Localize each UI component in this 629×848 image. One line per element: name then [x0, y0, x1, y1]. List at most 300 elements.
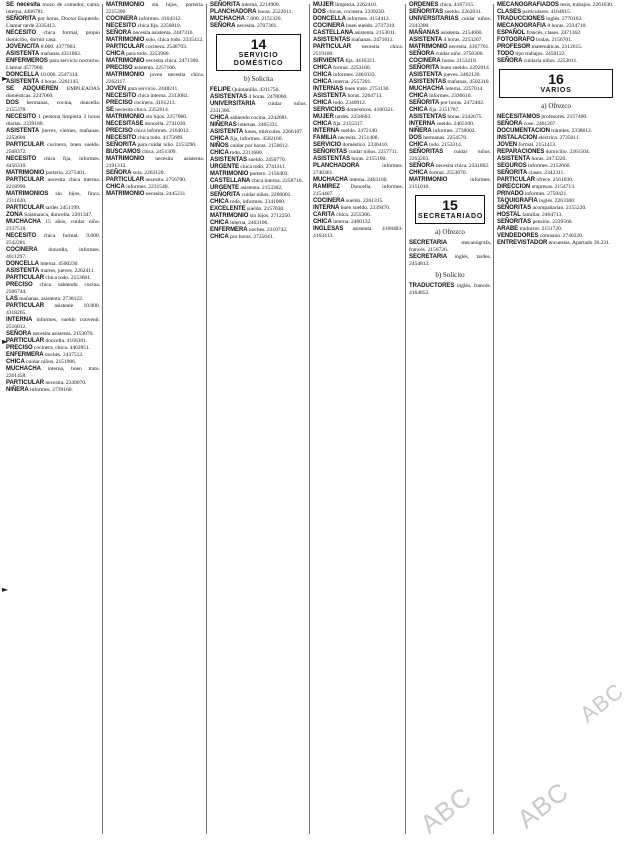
ad-body: domésticos. 4160321. — [345, 107, 395, 113]
ad-body: doncella. 4166301. — [44, 338, 88, 344]
ad-body: portería. 2275401. — [44, 170, 87, 176]
classified-ad — [210, 115, 307, 122]
ad-body: joven necesita chica. 2262117. — [106, 72, 204, 85]
ad-body: cocinera, chica. 4462851. — [32, 345, 91, 351]
classified-ad — [497, 16, 615, 23]
ad-heading: SEÑORITAS — [409, 149, 444, 155]
ad-heading: PARTICULAR — [497, 177, 536, 183]
classified-ad — [409, 254, 491, 268]
ad-heading: LAS — [6, 296, 18, 302]
classified-ad — [497, 2, 615, 9]
ad-heading: FOTOGRAFO — [497, 37, 535, 43]
classified-ad — [497, 191, 615, 198]
ad-heading: URGENTE — [210, 164, 239, 170]
ad-body: fija. 4416321. — [344, 58, 376, 64]
classified-ad — [210, 150, 307, 157]
ad-list — [409, 283, 491, 297]
ad-heading: PRIVADO — [497, 191, 524, 197]
ad-list — [210, 87, 307, 241]
ad-heading: SECRETARIA — [409, 254, 448, 260]
ad-body: sueldo. 2157030. — [245, 206, 285, 212]
classified-ad — [6, 317, 100, 331]
classified-ad — [409, 93, 491, 100]
ad-heading: MATRIMONIO — [409, 44, 448, 50]
classified-ad — [409, 79, 491, 86]
classified-ad — [409, 283, 491, 297]
ad-body: interna. 2460132. — [331, 219, 372, 225]
ad-body: asistenta. 2153011. — [353, 30, 397, 36]
classified-ad — [497, 156, 615, 163]
ad-heading: PRECISO — [106, 128, 133, 134]
ad-heading: DOS — [409, 135, 422, 141]
ad-heading: SEÑORITA — [6, 16, 37, 22]
classified-ad — [210, 9, 307, 16]
ad-body: cuidar niños. 2331300. — [210, 101, 307, 114]
ad-body: 15 años, cuidar niño. 2337518. — [6, 219, 100, 232]
section-number: 15 — [442, 197, 458, 213]
watermark-logo: ABC — [575, 677, 629, 728]
ad-body: 4 horas. 2261145. — [39, 79, 80, 85]
column-rule — [493, 4, 494, 834]
ad-heading: PARTICULAR — [6, 380, 45, 386]
classified-ad — [210, 94, 307, 101]
ad-body: sueldo. 2465100. — [435, 121, 475, 127]
classified-ad — [409, 107, 491, 114]
ad-heading: PRECISO — [106, 100, 133, 106]
classified-ad — [210, 16, 307, 23]
ad-body: trámites. 2338612. — [549, 128, 593, 134]
classified-ad — [106, 135, 204, 142]
classified-ad — [313, 226, 403, 240]
ad-heading: SEÑORA — [409, 163, 435, 169]
classified-ad — [106, 184, 204, 191]
classified-ad — [106, 156, 204, 170]
ad-heading: COCINERA — [409, 58, 441, 64]
ad-body: limpieza. 2262410. — [333, 2, 378, 8]
ad-body: Doncella, informes. 2154407. — [313, 184, 403, 197]
ad-body: interna. 2257014. — [443, 86, 484, 92]
ad-heading: MATRIMONIO — [106, 114, 145, 120]
classified-ad — [497, 135, 615, 142]
classified-ad — [497, 37, 615, 44]
ad-body: cuidar niños. 2257711. — [347, 149, 399, 155]
ad-heading: SEÑORITA — [210, 2, 241, 8]
classified-ad — [497, 163, 615, 170]
ad-body: bodas. 2156701. — [534, 37, 573, 43]
ad-body: formal. 2553070. — [427, 170, 467, 176]
ad-body: informes. 2231540. — [124, 184, 169, 190]
classified-ad — [497, 51, 615, 58]
classified-ad — [210, 234, 307, 241]
classified-ad — [6, 338, 100, 345]
ad-body: 7.000. 2151320. — [244, 16, 282, 22]
ad-body: matemáticas. 2312615. — [530, 44, 583, 50]
ad-body: doncella. 2741030. — [143, 121, 187, 127]
classified-ad — [313, 121, 403, 128]
ad-heading: UNIVERSITARIAS — [409, 16, 459, 22]
ad-heading: NECESITO — [106, 23, 137, 29]
ad-heading: SEÑORA — [6, 331, 32, 337]
ad-body: mañanas, asistenta. 2738122. — [17, 296, 84, 302]
classified-ad — [497, 58, 615, 65]
ad-heading: ASISTENTAS — [409, 79, 447, 85]
column-rule — [206, 4, 207, 834]
ad-body: profesores. 2157400. — [540, 114, 588, 120]
ad-heading: NIÑERA — [409, 128, 432, 134]
ad-body: todo, informes. 2341060. — [228, 199, 286, 205]
ad-heading: DONCELLA — [6, 72, 39, 78]
ad-body: cocinera. 4161213. — [132, 100, 176, 106]
ad-body: chica informes. 2164012. — [132, 128, 190, 134]
ad-body: chica sabiendo cocina. 2506744. — [6, 282, 100, 295]
classified-ad — [6, 86, 100, 100]
ad-heading: ASISTENTA — [6, 51, 40, 57]
section-subheading: b) Solicita — [244, 75, 273, 83]
ad-body: formal. 2253160. — [331, 65, 371, 71]
ad-body: martes, jueves. 2262411. — [39, 268, 95, 274]
classified-ad — [313, 135, 403, 142]
ad-body: sabiendo cocina. 2242681. — [228, 115, 289, 121]
ad-body: horas. 2153218. — [440, 58, 478, 64]
classified-column-5 — [409, 2, 491, 838]
ad-heading: ASISTENTAS — [409, 114, 447, 120]
ad-heading: MATRIMONIOS — [6, 191, 49, 197]
ad-body: interna. 2463106. — [228, 220, 269, 226]
ad-body: necesita. 2707361. — [235, 23, 278, 29]
section-title: SERVICIO — [238, 52, 279, 59]
classified-ad — [210, 122, 307, 129]
ad-body: jueves. 2462120. — [442, 72, 481, 78]
classified-ad — [106, 2, 204, 16]
ad-body: informes. 2336610. — [427, 93, 472, 99]
ad-body: necesita. 2349070. — [44, 380, 87, 386]
classified-ad — [210, 143, 307, 150]
ad-heading: MATRIMONIO — [6, 170, 45, 176]
ad-heading: NECESITASE — [106, 121, 144, 127]
ad-heading: NECESITO — [6, 156, 37, 162]
ad-body: Salamanca, doncella. 2261347. — [22, 212, 93, 218]
ad-heading: DIRECCION — [497, 184, 531, 190]
classified-ad — [210, 227, 307, 234]
classified-ad — [210, 171, 307, 178]
classified-ad — [6, 296, 100, 303]
ad-heading: CASTELLANA — [313, 30, 354, 36]
ad-heading: PARTICULAR — [6, 205, 45, 211]
classified-ad — [313, 142, 403, 149]
ad-body: cocinera, buen sueldo. 2568372. — [6, 142, 100, 155]
section-subheading: a) Ofrezco — [435, 228, 465, 236]
ad-body: horas. 2473220. — [530, 156, 567, 162]
ad-heading: ASISTENTA — [409, 37, 443, 43]
classified-ad — [409, 177, 491, 191]
ad-heading: CHICA — [210, 115, 229, 121]
column-rule — [102, 4, 103, 834]
ad-body: chica fija, informes. 4456310. — [6, 156, 100, 169]
ad-body: chica todo. 2153601. — [44, 275, 92, 281]
classified-ad — [6, 275, 100, 282]
ad-heading: ASISTENTAS — [313, 156, 351, 162]
section-title: SECRETARIADO — [418, 213, 484, 220]
classified-ad — [409, 44, 491, 51]
ad-body: por horas. 2472402. — [439, 100, 485, 106]
classified-ad — [6, 156, 100, 170]
classified-ad — [313, 163, 403, 177]
ad-heading: SEÑORA — [497, 58, 523, 64]
ad-heading: CHICA — [409, 142, 428, 148]
ad-heading: MATRIMONIO — [210, 213, 249, 219]
classified-ad — [497, 184, 615, 191]
ad-heading: CARITA — [313, 212, 335, 218]
classified-ad — [106, 142, 204, 149]
ad-body: horas. 2264713. — [346, 93, 383, 99]
ad-heading: ENTREVISTADOR — [497, 240, 548, 246]
classified-ad — [210, 87, 307, 94]
ad-heading: DONCELLA — [6, 261, 39, 267]
classified-ad — [210, 23, 307, 30]
ad-body: EMPLEADAS domésticas. 2247060. — [6, 86, 100, 99]
ad-body: formal. 2151413. — [517, 142, 557, 148]
ad-body: informes. 2740361. — [313, 163, 403, 176]
classified-ad — [409, 114, 491, 121]
ad-heading: MATRIMONIO — [106, 191, 145, 197]
classified-ad — [409, 163, 491, 170]
ad-body: asistenta. 2257166. — [132, 65, 177, 71]
ad-heading: CHICA — [313, 72, 332, 78]
ad-heading: CHICA — [106, 184, 125, 190]
ad-heading: CHICA — [210, 234, 229, 240]
classified-ad — [313, 30, 403, 37]
ad-heading: SEÑORITA — [497, 170, 528, 176]
classified-ad — [6, 51, 100, 58]
classified-ad — [313, 177, 403, 184]
section-box-secretariado — [415, 195, 485, 224]
classified-ad — [210, 192, 307, 199]
classified-ad — [6, 303, 100, 317]
ad-body: necesita. 2756700. — [144, 177, 187, 183]
ad-heading: UNIVERSITARIA — [210, 101, 256, 107]
section-subheading: b) Solicito — [435, 271, 465, 279]
ad-heading: PARTICULAR — [6, 142, 45, 148]
ad-body: sin hijos, portería. 2215306. — [106, 2, 204, 15]
ad-body: chicas, cocinera. 2339250. — [325, 9, 386, 15]
ad-body: noches. 2310742. — [247, 227, 288, 233]
ad-body: necesita asistenta. 2191312. — [106, 156, 204, 169]
ad-heading: COCINERA — [6, 247, 38, 253]
ad-body: cose. 2461207. — [522, 121, 557, 127]
ad-body: necesita. 2151408. — [336, 135, 379, 141]
ad-body: interna. 2214900. — [240, 2, 280, 8]
ad-heading: MATRIMONIO — [106, 2, 145, 8]
ad-body: informes. 2738002. — [431, 128, 476, 134]
ad-heading: INTERNA — [409, 121, 436, 127]
classified-ad — [6, 359, 100, 366]
classified-ad — [6, 44, 100, 51]
ad-heading: ENFERMERA — [6, 352, 44, 358]
classified-ad — [409, 72, 491, 79]
ad-body: tipo trabajos. 2450122. — [514, 51, 566, 57]
ad-body: chica. 2451309. — [140, 149, 177, 155]
section-box-servicio-domestico — [216, 34, 301, 71]
ad-heading: CHICA — [313, 79, 332, 85]
ad-heading: EXCELENTE — [210, 206, 246, 212]
classified-ad — [6, 191, 100, 205]
ad-heading: ASISTENTA — [6, 79, 40, 85]
ad-body: cuidar niños. 2151906. — [24, 359, 77, 365]
ad-heading: RAMIREZ — [313, 184, 340, 190]
ad-body: necesita asistenta. 2447310. — [131, 30, 194, 36]
ad-body: necesita asistenta. 2153070. — [31, 331, 94, 337]
classified-ad — [313, 100, 403, 107]
ad-heading: NIÑOS — [210, 143, 229, 149]
ad-list — [313, 2, 403, 240]
ad-heading: MAÑANAS — [409, 30, 440, 36]
ad-heading: SEÑORITAS — [409, 9, 444, 15]
classified-ad — [210, 185, 307, 192]
ad-body: hermanas, cocina, doncella. 2155378. — [6, 100, 100, 113]
ad-heading: PRECISO — [6, 282, 33, 288]
ad-heading: ASISTENTA — [6, 128, 40, 134]
ad-heading: JOVEN — [497, 142, 518, 148]
ad-heading: MUJER — [313, 2, 334, 8]
classified-ad — [313, 72, 403, 79]
watermark-logo: ABC — [414, 780, 478, 840]
classified-ad — [313, 44, 403, 58]
ad-body: buen trato. 2751130. — [343, 86, 390, 92]
margin-arrow-icon: ► — [2, 585, 9, 594]
ad-heading: SEÑORITA — [210, 192, 241, 198]
classified-ad — [313, 37, 403, 44]
ad-heading: CASTELLANA — [210, 178, 251, 184]
ad-heading: CHICA — [313, 219, 332, 225]
ad-body: informes, sueldo convenir. 2516012. — [6, 317, 100, 330]
section-box-varios — [499, 69, 613, 98]
ad-body: chica interna. 2258716. — [250, 178, 303, 184]
classified-ad — [6, 380, 100, 387]
classified-ad — [106, 72, 204, 86]
ad-heading: SEÑORITAS — [497, 219, 532, 225]
ad-body: 8.000. 4377903. — [39, 44, 77, 50]
ad-heading: MATRIMONIO — [106, 37, 145, 43]
ad-body: sueldo. 2262031. — [443, 9, 483, 15]
ad-body: 4 horas. 2253207. — [442, 37, 483, 43]
ad-heading: DONCELLA — [313, 16, 346, 22]
ad-heading: DOS — [6, 100, 19, 106]
classified-ad — [106, 44, 204, 51]
ad-heading: ESPAÑOL — [497, 30, 526, 36]
ad-body: cocinera. 2548703. — [144, 44, 188, 50]
classified-ad — [210, 101, 307, 115]
classified-ad — [313, 79, 403, 86]
ad-body: mecanógrafa, francés. 2156720. — [409, 240, 491, 253]
ad-heading: SEGUROS — [497, 163, 527, 169]
classified-ad — [497, 128, 615, 135]
classified-ad — [409, 58, 491, 65]
classified-ad — [497, 177, 615, 184]
ad-heading: TRADUCCIONES — [497, 16, 545, 22]
ad-heading: ASISTENTAS — [313, 37, 351, 43]
classified-column-4 — [313, 2, 403, 838]
ad-heading: URGENTE — [210, 185, 239, 191]
classified-ad — [313, 9, 403, 16]
ad-body: inglés, tardes. 2454813. — [409, 254, 491, 267]
classified-ad — [106, 170, 204, 177]
ad-heading: MUJER — [313, 114, 334, 120]
classified-ad — [313, 86, 403, 93]
ad-heading: PLANCHADORA — [210, 9, 257, 15]
classified-ad — [409, 100, 491, 107]
classified-ad — [313, 149, 403, 156]
classified-column-1 — [6, 2, 100, 838]
classified-ad — [409, 30, 491, 37]
classified-ad — [409, 170, 491, 177]
section-number: 16 — [548, 71, 564, 87]
margin-arrow-icon: ► — [2, 74, 9, 83]
classified-ad — [409, 65, 491, 72]
classified-ad — [313, 65, 403, 72]
ad-body: por horas, Doctor Esquerdo. Llamar tarde 2335413. — [6, 16, 100, 29]
classified-ad — [409, 135, 491, 142]
ad-body: informes. 2151010. — [409, 177, 491, 190]
ad-body: informes. 2152660. — [526, 163, 571, 169]
ad-body: mozo de comedor, cama, interna. 4466781. — [6, 2, 100, 15]
classified-ad — [409, 2, 491, 9]
ad-heading: DOS — [313, 9, 326, 15]
classified-ad — [409, 142, 491, 149]
ad-heading: COCINERA — [313, 23, 345, 29]
classified-ad — [210, 157, 307, 164]
classified-ad — [106, 128, 204, 135]
ad-heading: PARTICULAR — [6, 275, 45, 281]
ad-heading: SEÑORA — [409, 51, 435, 57]
ad-body: cuidar niños. 2343300. — [409, 16, 491, 29]
ad-body: informes. 2750421. — [523, 191, 568, 197]
ad-heading: SERVICIO — [313, 142, 342, 148]
ad-heading: PROFESOR — [497, 44, 531, 50]
classified-ad — [106, 58, 204, 65]
ad-body: chica todo. 2741311. — [239, 164, 287, 170]
ad-heading: SEÑORITA — [409, 65, 440, 71]
classified-ad — [313, 212, 403, 219]
ad-heading: CHICA — [210, 220, 229, 226]
ad-heading: MATRIMONIO — [409, 177, 448, 183]
ad-heading: ASISTENTAS — [210, 157, 248, 163]
margin-arrow-icon: ► — [2, 337, 9, 346]
classified-ad — [210, 206, 307, 213]
classified-ad — [106, 149, 204, 156]
classified-ad — [6, 212, 100, 219]
ad-body: 4 horas. 2478060. — [247, 94, 288, 100]
ad-heading: SECRETARIA — [409, 240, 448, 246]
classified-ad — [313, 23, 403, 30]
ad-body: asistenta. 2153302. — [239, 185, 283, 191]
ad-heading: FELIPE — [210, 87, 231, 93]
ad-body: interna. 2463160. — [347, 177, 388, 183]
classified-ad — [497, 23, 615, 30]
ad-body: chica. 4167315. — [438, 2, 475, 8]
ad-body: clases. 2342311. — [527, 170, 565, 176]
ad-body: jueves, viernes, mañanas. 2253600. — [6, 128, 100, 141]
classified-ad — [106, 37, 204, 44]
classified-ad — [106, 30, 204, 37]
classified-ad — [409, 16, 491, 30]
classified-ad — [106, 51, 204, 58]
ad-body: empresas. 2154713. — [530, 184, 576, 190]
classified-ad — [313, 219, 403, 226]
ad-body: francés, clases. 2471362. — [525, 30, 582, 36]
ad-body: para cuidar niño. 2153290. — [136, 142, 197, 148]
ad-body: cuidar niños. 2266001. — [240, 192, 292, 198]
ad-heading: CHICA — [313, 65, 332, 71]
